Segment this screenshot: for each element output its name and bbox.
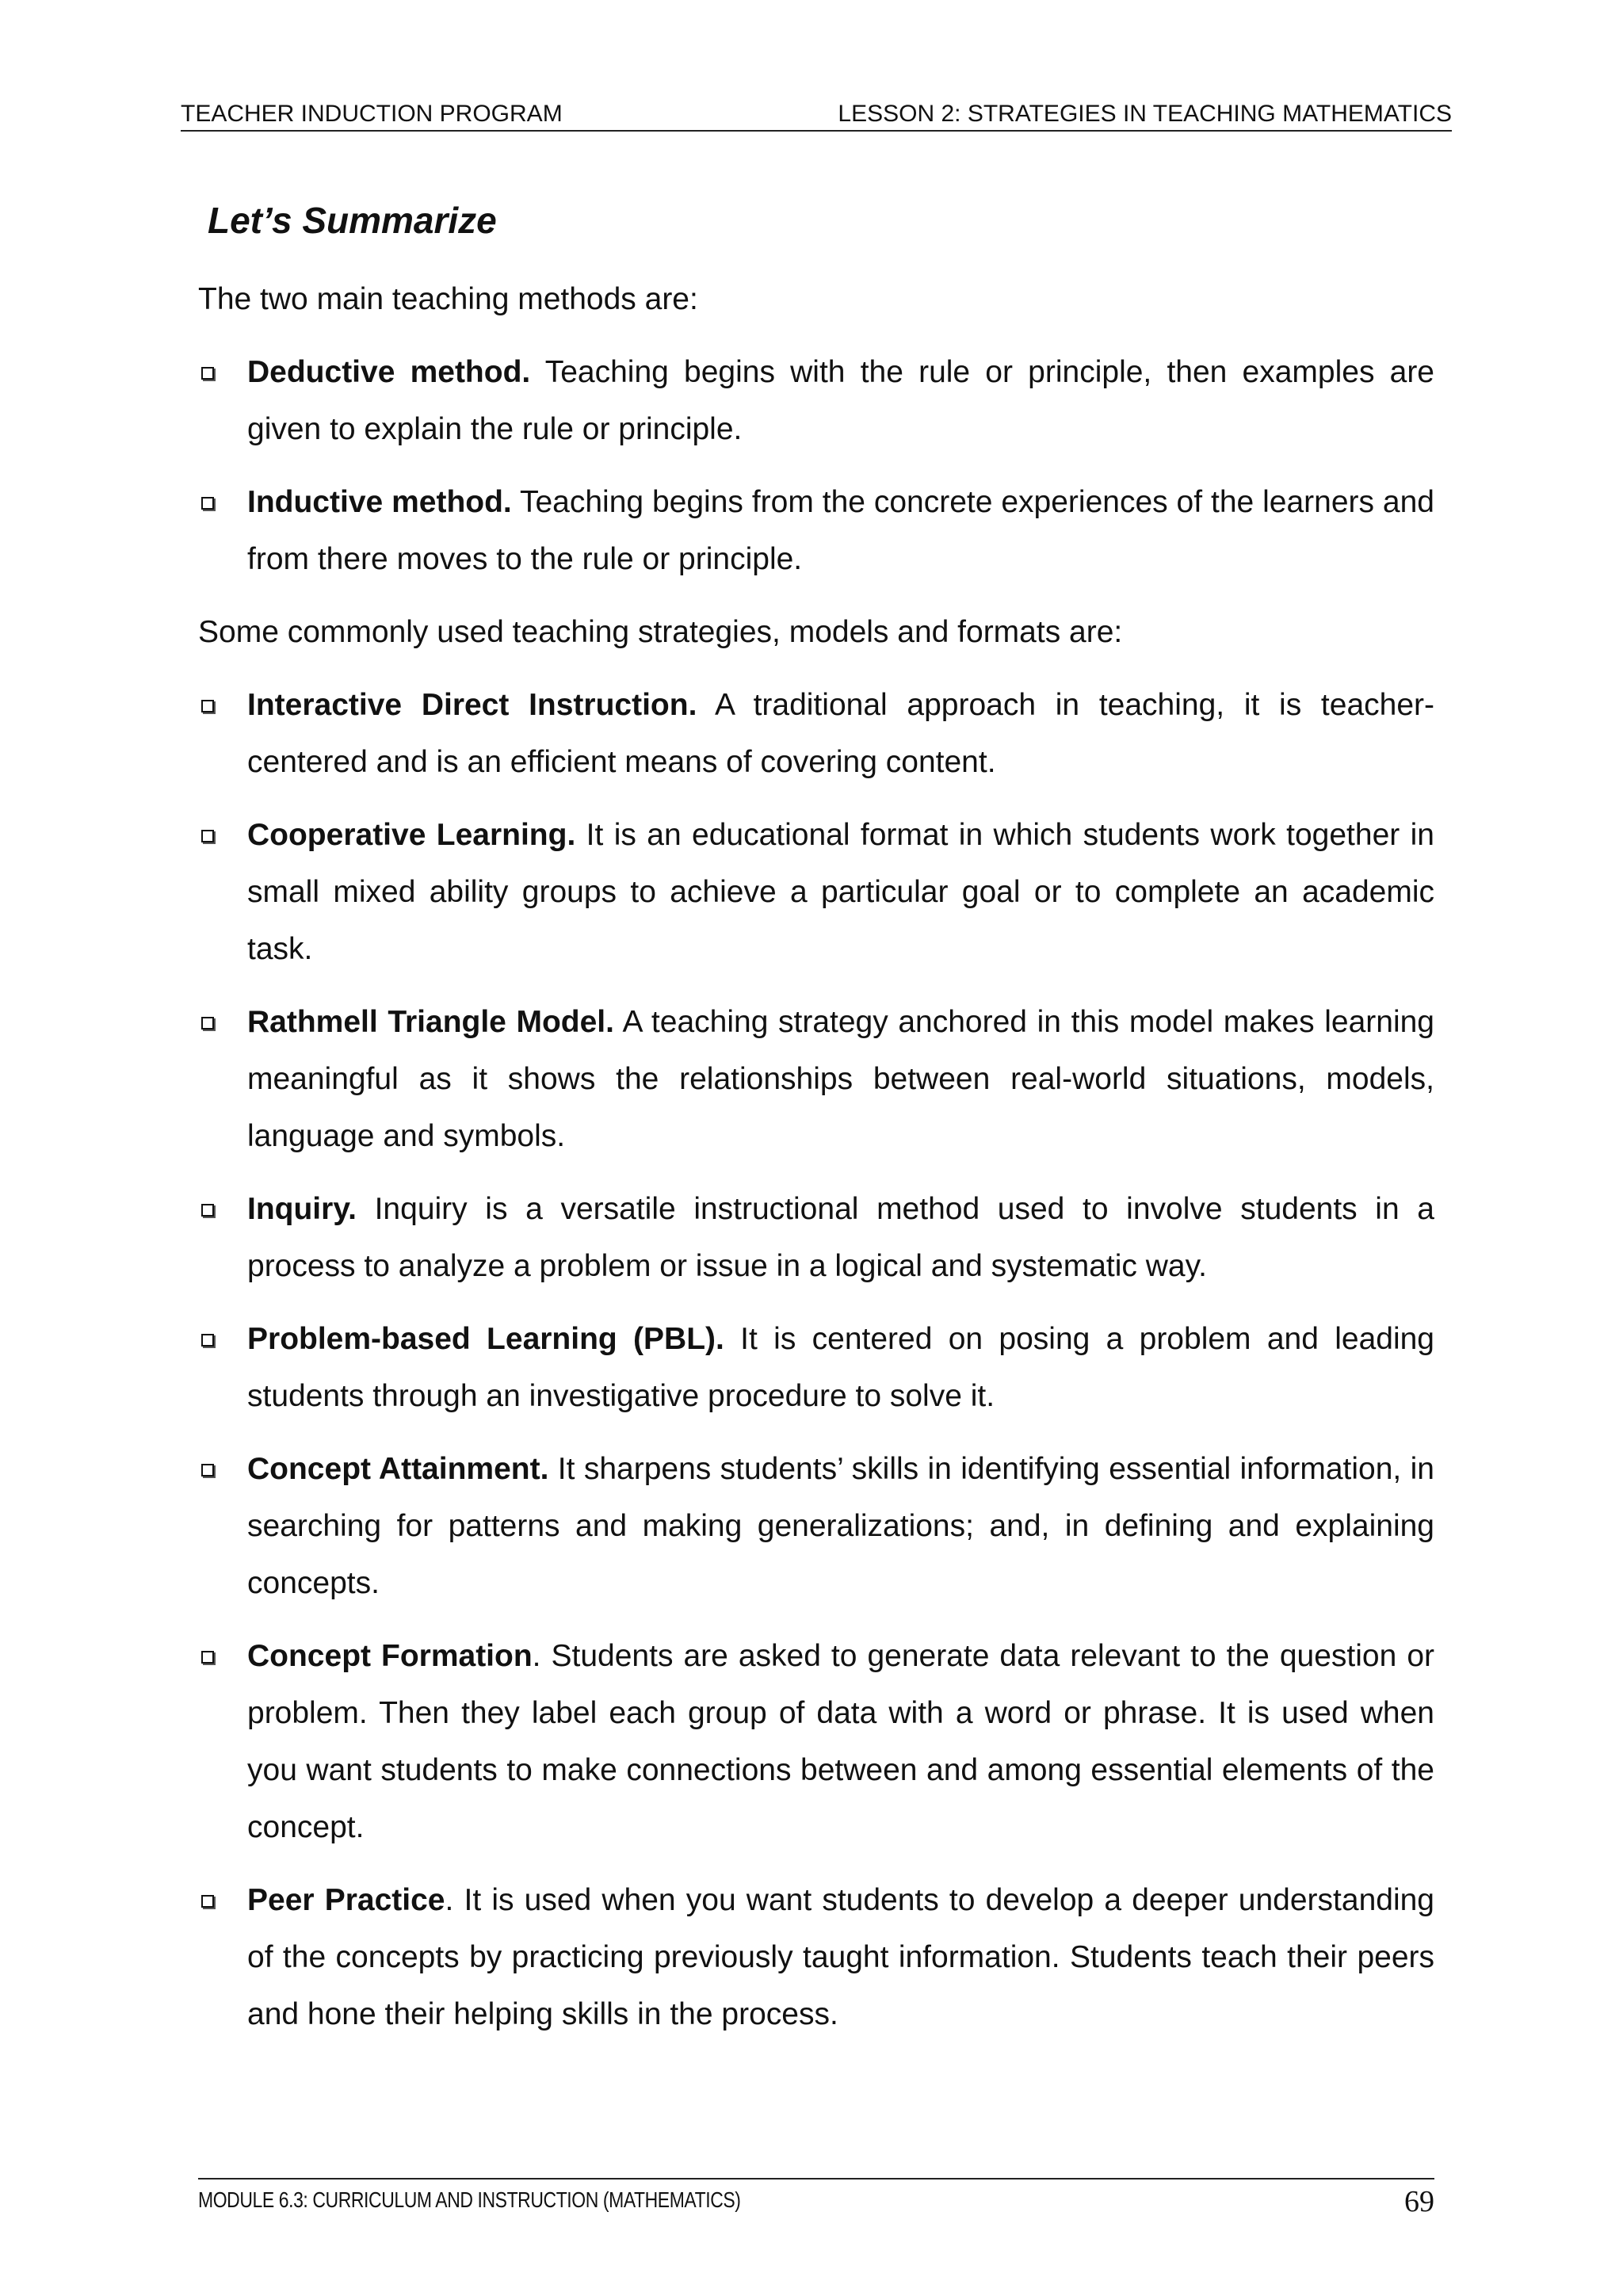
item-term: Peer Practice [247,1883,445,1917]
page-header [181,98,1452,132]
checkbox-bullet-icon [201,700,214,712]
checkbox-bullet-icon [201,497,214,510]
item-description: . It is used when you want students to develop a deeper understanding of the concepts by practicing previously taught information. Students teach their peers and hone their helping skills in the process. [247,1883,1434,2031]
list-item-problem-based-learning [198,1311,1434,1425]
item-description: A traditional approach in teaching, it is teacher-centered and is an efficient means of covering content. [247,688,1435,779]
item-term: Inductive method. [247,485,512,519]
list-item-rathmell-triangle-model [198,994,1434,1165]
checkbox-bullet-icon [201,1651,214,1664]
item-term: Problem-based Learning (PBL). [247,1322,724,1356]
list-item-peer-practice [198,1872,1434,2043]
item-term: Interactive Direct Instruction. [247,688,697,722]
strategies-list [198,677,1434,2043]
checkbox-bullet-icon [201,1895,214,1908]
list-item-inquiry [198,1181,1434,1295]
header-program-title: TEACHER INDUCTION PROGRAM [181,101,563,127]
item-description: It is centered on posing a problem and leading students through an investigative procedure to solve it. [247,1322,1434,1413]
item-description: . Students are asked to generate data relevant to the question or problem. Then they label each group of data with a word or phrase. It is used when you want students to make connections between and among essential elements of the concept. [247,1639,1434,1844]
item-description: It is an educational format in which students work together in small mixed ability groups to achieve a particular goal or to complete an academic task. [247,818,1434,966]
header-lesson-title: LESSON 2: STRATEGIES IN TEACHING MATHEMATICS [838,101,1452,127]
item-description: Inquiry is a versatile instructional method used to involve students in a process to analyze a problem or issue in a logical and systematic way. [247,1192,1434,1283]
item-description: A teaching strategy anchored in this model makes learning meaningful as it shows the relationships between real-world situations, models, language and symbols. [247,1005,1434,1153]
item-description: Teaching begins from the concrete experiences of the learners and from there moves to the rule or principle. [247,485,1434,576]
item-term: Concept Formation [247,1639,533,1673]
list-item-inductive-method [198,474,1434,588]
checkbox-bullet-icon [201,1464,214,1477]
checkbox-bullet-icon [201,830,214,842]
item-term: Inquiry. [247,1192,357,1226]
section-title: Let’s Summarize [208,200,497,241]
checkbox-bullet-icon [201,1017,214,1030]
item-description: It sharpens students’ skills in identifying essential information, in searching for patterns and making generalizations; and, in defining and explaining concepts. [247,1452,1434,1600]
item-term: Rathmell Triangle Model. [247,1005,614,1039]
item-description: Teaching begins with the rule or principle, then examples are given to explain the rule or principle. [247,355,1435,446]
checkbox-bullet-icon [201,367,214,380]
intro-methods: The two main teaching methods are: [198,282,698,316]
checkbox-bullet-icon [201,1204,214,1217]
list-item-deductive-method [198,344,1434,458]
page-number: 69 [1404,2185,1434,2218]
item-term: Concept Attainment. [247,1452,549,1486]
intro-strategies: Some commonly used teaching strategies, models and formats are: [198,615,1123,649]
page-footer [198,2178,1434,2219]
item-term: Deductive method. [247,355,531,389]
item-term: Cooperative Learning. [247,818,576,852]
checkbox-bullet-icon [201,1334,214,1347]
list-item-cooperative-learning [198,807,1434,978]
list-item-interactive-direct-instruction [198,677,1434,791]
footer-module-title: MODULE 6.3: CURRICULUM AND INSTRUCTION (MATHEMATICS) [198,2187,741,2212]
main-content [198,271,1434,2059]
list-item-concept-formation [198,1628,1434,1856]
list-item-concept-attainment [198,1441,1434,1612]
methods-list [198,344,1434,588]
